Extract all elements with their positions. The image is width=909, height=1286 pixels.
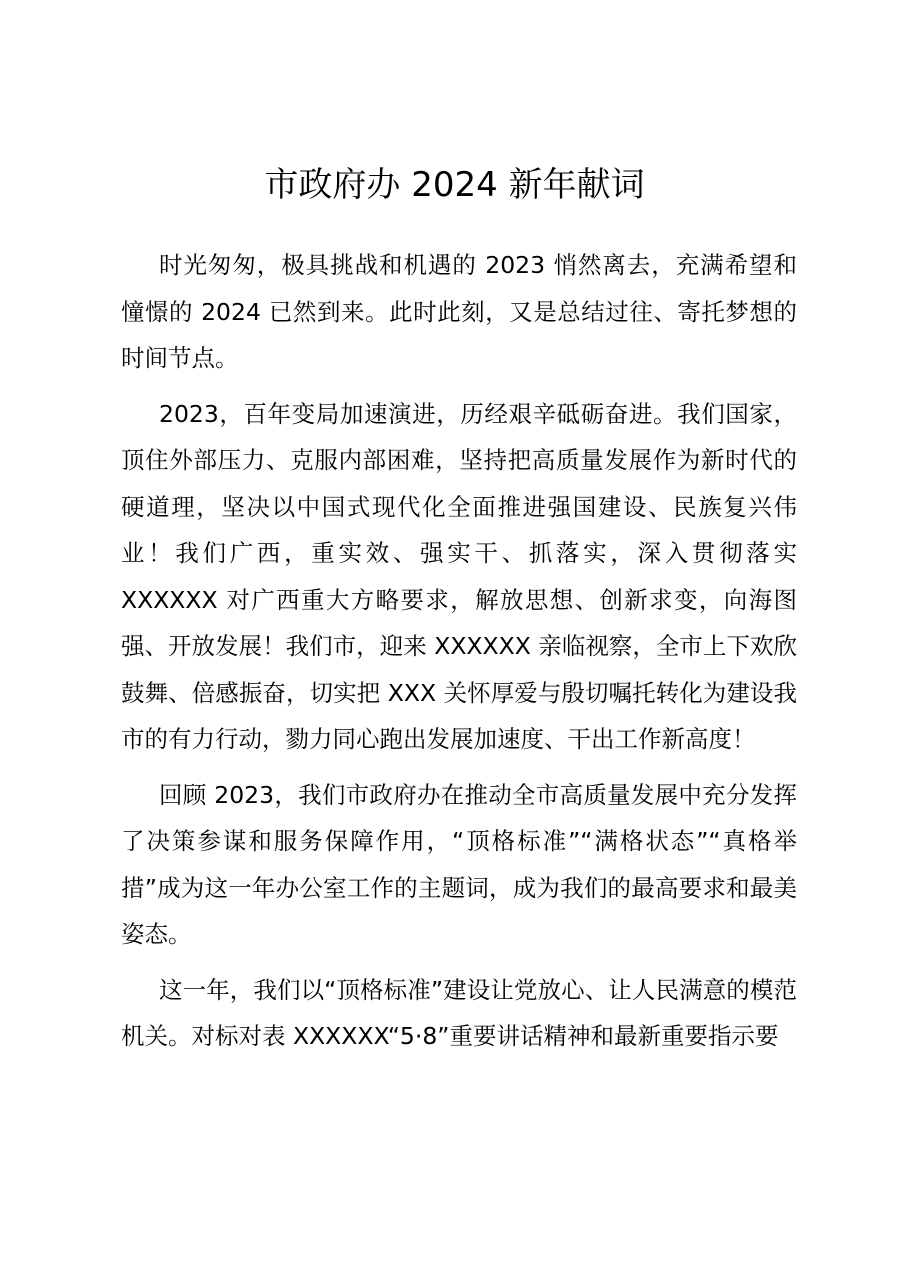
paragraph-this-year: 这一年，我们以“顶格标准”建设让党放心、让人民满意的模范机关。对标对表 XXXXXX“5·8”重要讲话精神和最新重要指示要 bbox=[121, 975, 797, 1050]
document-title: 市政府办 2024 新年献词 bbox=[264, 165, 645, 205]
paragraph-office-review: 回顾 2023，我们市政府办在推动全市高质量发展中充分发挥了决策参谋和服务保障作用，“顶格标准”“满格状态”“真格举措”成为这一年办公室工作的主题词，成为我们的最高要求和最美姿态。 bbox=[121, 780, 797, 948]
document-body bbox=[121, 242, 797, 1069]
paragraph-2023-review: 2023，百年变局加速演进，历经艰辛砥砺奋进。我们国家，顶住外部压力、克服内部困难，坚持把高质量发展作为新时代的硬道理，坚决以中国式现代化全面推进强国建设、民族复兴伟业！我们广西，重实效、强实干、抓落实，深入贯彻落实 XXXXXX 对广西重大方略要求，解放思想、创新求变，向海图强、开放发展！我们市，迎来 XXXXXX 亲临视察，全市上下欢欣鼓舞、倍感振奋，切实把 XXX 关怀厚爱与殷切嘱托转化为建设我市的有力行动，勠力同心跑出发展加速度、干出工作新高度！ bbox=[121, 399, 797, 753]
paragraph-intro: 时光匆匆，极具挑战和机遇的 2023 悄然离去，充满希望和憧憬的 2024 已然到来。此时此刻，又是总结过往、寄托梦想的时间节点。 bbox=[121, 251, 797, 372]
